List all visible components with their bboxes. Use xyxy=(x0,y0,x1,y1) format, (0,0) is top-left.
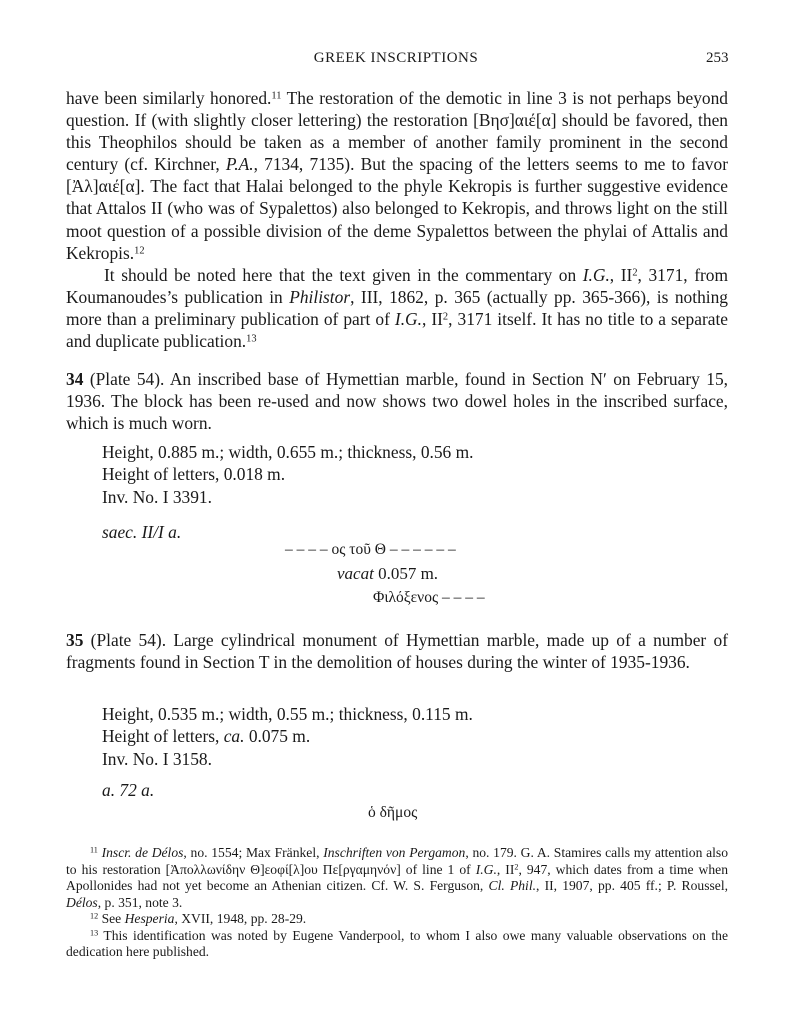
entry-34-specs: Height, 0.885 m.; width, 0.655 m.; thickness, 0.56 m. Height of letters, 0.018 m. Inv. No. I 3391. xyxy=(102,442,474,507)
paragraph: It should be noted here that the text given in the commentary on I.G., $II^2$, 3171, from Koumanoudes’s publication in Philistor, III, 1862, p. 365 (actually pp. 365-366), is nothing more than a preliminary publication of part of I.G., $II^2$, 3171 itself. It has no title to a separate and duplicate publication.$^{13}$ xyxy=(66,264,729,352)
entry-34-description: 34 (Plate 54). An inscribed base of Hymettian marble, found in Section Nʹ on February 15, 1936. The block has been re-used and now shows two dowel holes in the inscribed surface, which is much worn. xyxy=(66,369,728,434)
footnote-13: $^{13}$ This identification was noted by Eugene Vanderpool, to whom I also owe many valuable observations on the dedication here published. xyxy=(66,927,728,959)
page-number: 253 xyxy=(706,50,729,66)
entry-number: 35 xyxy=(66,630,84,650)
entry-35-description: 35 (Plate 54). Large cylindrical monument of Hymettian marble, made up of a number of fragments found in Section T in the demolition of houses during the winter of 1935-1936. xyxy=(66,630,728,673)
footnote-12: $^{12}$ See Hesperia, XVII, 1948, pp. 28-29. xyxy=(90,911,307,926)
running-header-title: GREEK INSCRIPTIONS xyxy=(313,50,479,66)
footnote-ref[interactable]: 11 xyxy=(271,90,282,102)
body-text xyxy=(66,87,728,352)
entry-35-date: a. 72 a. xyxy=(102,780,155,800)
paragraph: have been similarly honored.$^{11}$ The restoration of the demotic in line 3 is not perhaps beyond question. If (with slightly closer lettering) the restoration [Βησ]αιέ[α] should be favored, then this Theophilos should be taken as a member of another family prominent in the second century (cf. Kirchner, P.A., 7134, 7135). But the spacing of the letters seems to me to favor [Ἀλ]αιέ[α]. The fact that Halai belonged to the phyle Kekropis is further suggestive evidence that Attalos II (who was of Sypalettos) also belonged to Kekropis, and throws light on the still moot question of a possible division of the deme Sypalettos between the phylai of Attalis and Kekropis.$^{12}$ xyxy=(66,88,728,263)
entry-35-specs: Height, 0.535 m.; width, 0.55 m.; thickness, 0.115 m. Height of letters, ca. 0.075 m. Inv. No. I 3158. xyxy=(102,704,473,769)
footnote-ref[interactable]: 13 xyxy=(246,333,257,345)
entry-number: 34 xyxy=(66,369,84,389)
footnotes xyxy=(66,845,728,961)
footnote-ref[interactable]: 12 xyxy=(134,244,145,256)
entry-34-date: saec. II/I a. xyxy=(102,522,182,542)
footnote-11: $^{11}$ Inscr. de Délos, no. 1554; Max Fränkel, Inschriften von Pergamon, no. 179. G. A. Stamires calls my attention also to his restoration [Ἀπολλωνίδην Θ]εοφί[λ]ου Πε[ργαμηνόν] of line 1 of I.G., $II^2$, 947, which dates from a time when Apollonides had not yet become an Athenian citizen. Cf. W. S. Ferguson, Cl. Phil., II, 1907, pp. 405 ff.; P. Roussel, Délos, p. 351, note 3. xyxy=(66,845,728,910)
